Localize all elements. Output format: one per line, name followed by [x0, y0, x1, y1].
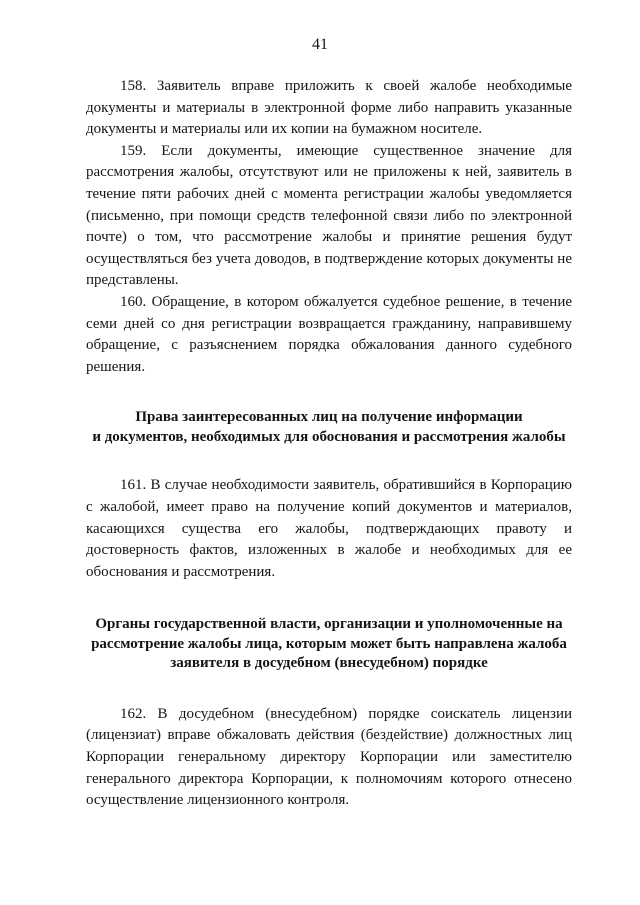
heading-line: и документов, необходимых для обоснования и рассмотрения жалобы [92, 428, 566, 445]
paragraph-162: 162. В досудебном (внесудебном) порядке соискатель лицензии (лицензиат) вправе обжаловать действия (бездействие) должностных лиц Корпорации генеральному директору Корпорации или заместителю генерального директора Корпорации, к полномочиям которого отнесено осуществление лицензионного контроля. [86, 705, 572, 809]
paragraph-159: 159. Если документы, имеющие существенное значение для рассмотрения жалобы, отсутствуют или не приложены к ней, заявитель в течение пяти рабочих дней с момента регистрации жалобы уведомляется (письменно, при помощи средств телефонной связи либо по электронной почте) о том, что рассмотрение жалобы и принятие решения будут осуществляться без учета доводов, в подтверждение которых документы не представлены. [86, 142, 572, 289]
paragraph-158: 158. Заявитель вправе приложить к своей жалобе необходимые документы и материалы в электронной форме либо направить указанные документы и материалы или их копии на бумажном носителе. [86, 78, 572, 138]
page-number: 41 [312, 36, 328, 53]
section-heading-authorities [86, 615, 572, 674]
section-heading-rights [86, 408, 572, 447]
heading-line: рассмотрение жалобы лица, которым может быть направлена жалоба [91, 635, 567, 652]
paragraph-161: 161. В случае необходимости заявитель, обратившийся в Корпорацию с жалобой, имеет право на получение копий документов и материалов, касающихся существа его жалобы, подтверждающих правоту и достоверность фактов, изложенных в жалобе и необходимых для ее обоснования и рассмотрения. [86, 477, 572, 580]
document-body [86, 76, 572, 812]
heading-line: Права заинтересованных лиц на получение информации [135, 409, 523, 426]
heading-line: Органы государственной власти, организации и уполномоченные на [95, 616, 563, 633]
heading-line: заявителя в досудебном (внесудебном) порядке [170, 655, 488, 672]
paragraph-160: 160. Обращение, в котором обжалуется судебное решение, в течение семи дней со дня регистрации возвращается гражданину, направившему обращение, с разъяснением порядка обжалования данного судебного решения. [86, 293, 572, 375]
